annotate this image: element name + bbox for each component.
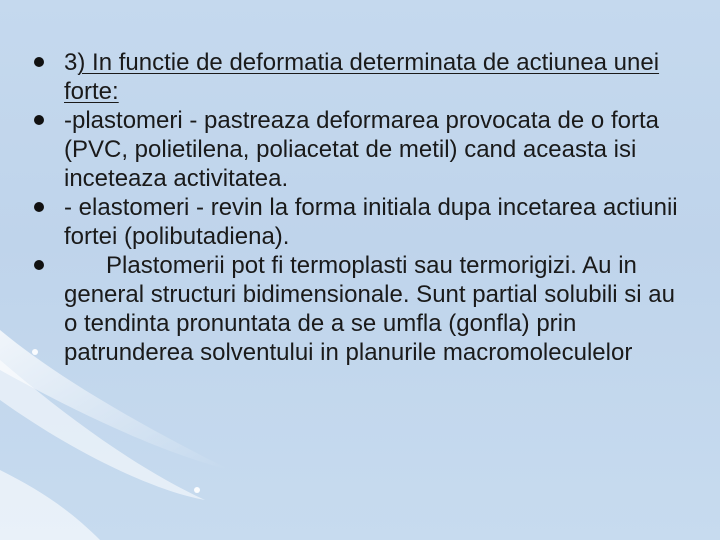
bullet-dot-icon	[34, 57, 44, 67]
bullet-item-classification	[30, 48, 690, 106]
bullet-dot-icon	[34, 260, 44, 270]
bullet-heading-text: ) In functie de deformatia determinata de actiunea unei forte:	[64, 49, 660, 105]
bullet-item-plastomerii-details	[30, 251, 690, 367]
bullet-dot-icon	[34, 202, 44, 212]
bullet-lead-number: 3	[64, 49, 78, 76]
bullet-text: Plastomerii pot fi termoplasti sau termorigizi. Au in general structuri bidimensionale. Sunt partial solubili si au o tendinta pronuntata de a se umfla (gonfla) prin patrunderea solventului in planurile macromoleculelor	[64, 252, 675, 366]
bullet-item-elastomeri	[30, 193, 690, 251]
bullet-text: -plastomeri - pastreaza deformarea provocata de o forta (PVC, polietilena, poliacetat de metil) cand aceasta isi inceteaza activitatea.	[64, 107, 659, 192]
bullet-list	[30, 48, 690, 367]
bullet-item-plastomeri	[30, 106, 690, 193]
bullet-dot-icon	[34, 115, 44, 125]
bullet-text: - elastomeri - revin la forma initiala dupa incetarea actiunii fortei (polibutadiena).	[64, 194, 678, 250]
